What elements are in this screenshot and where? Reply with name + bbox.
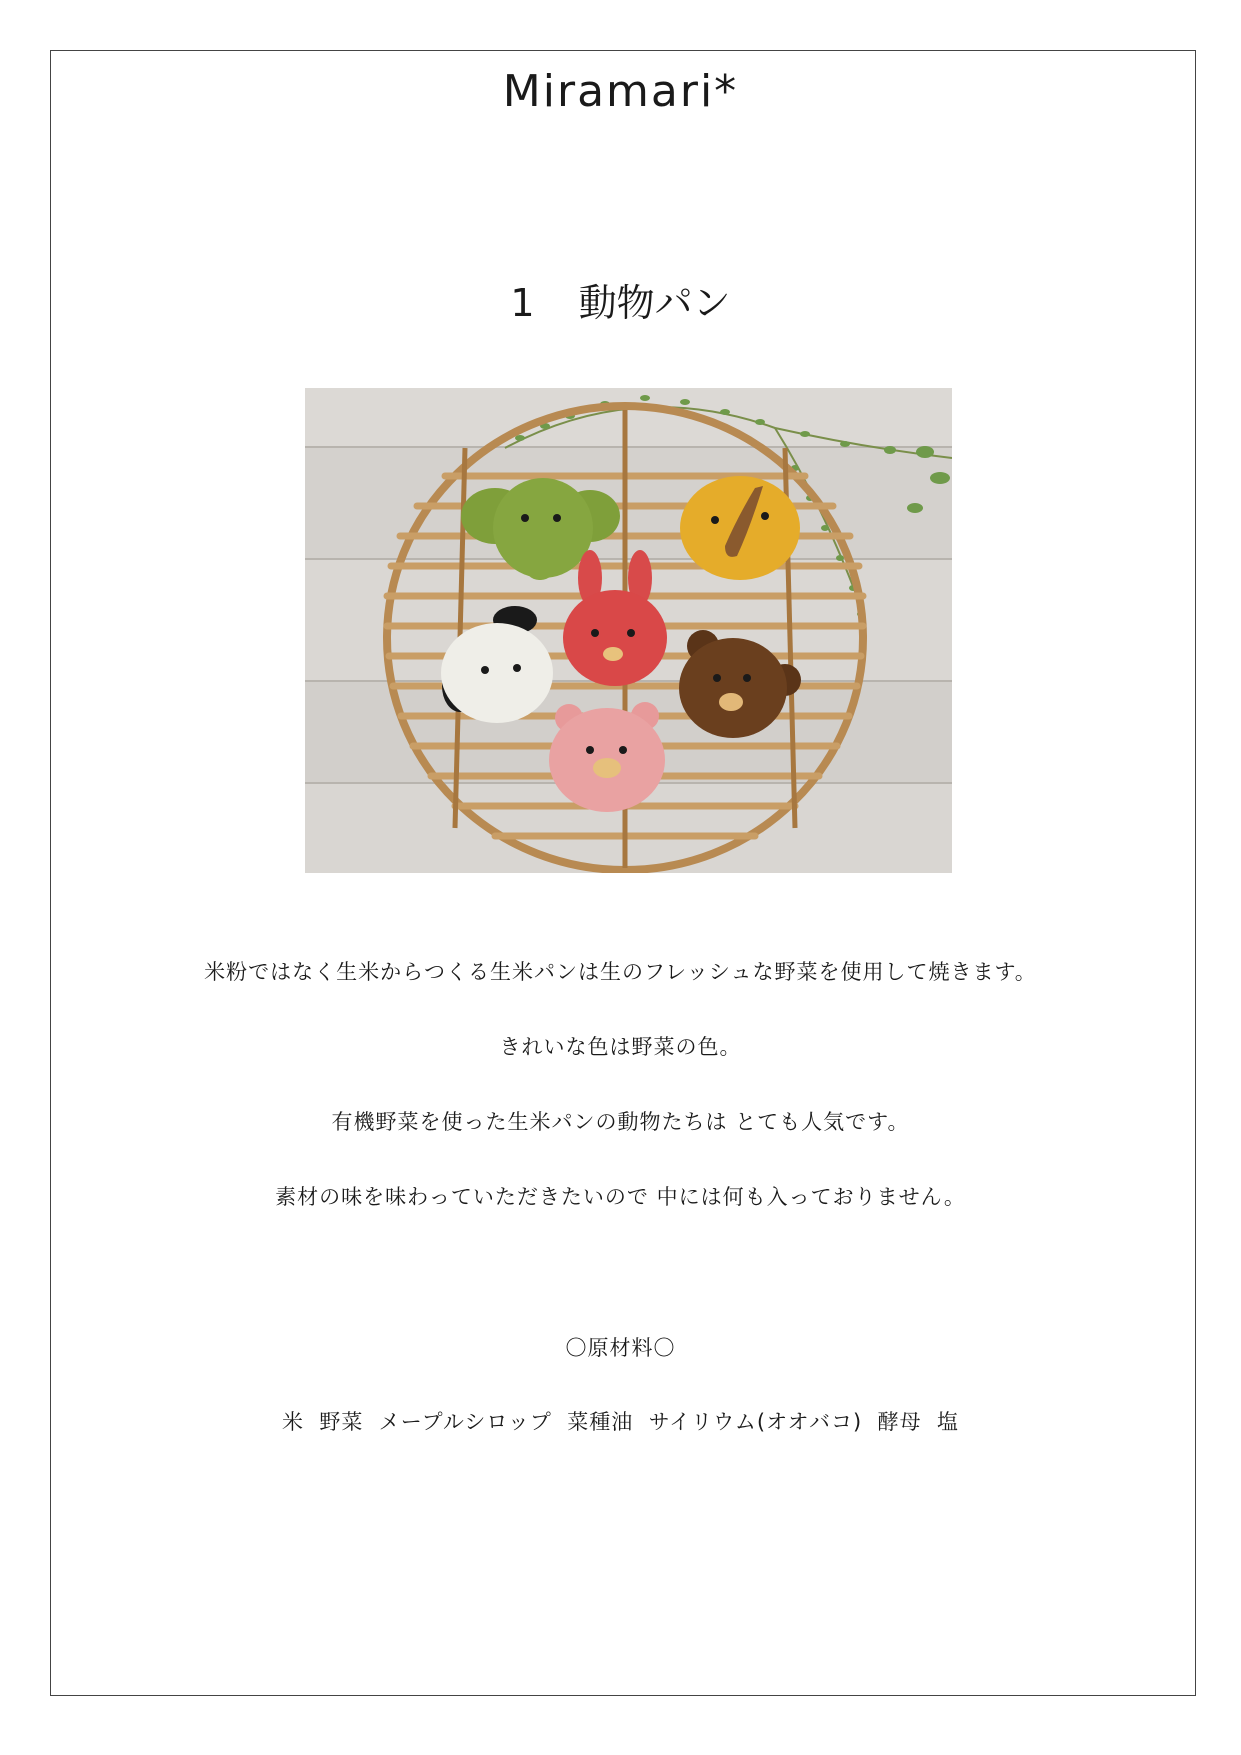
brand-logo-text: Miramari* <box>502 66 739 117</box>
ingredients-heading: 〇原材料〇 <box>565 1336 676 1360</box>
pig-bread <box>549 702 665 812</box>
section-title-text: 動物パン <box>578 281 731 325</box>
chick-bread <box>680 476 800 580</box>
ingredients-list: 米 野菜 メープルシロップ 菜種油 サイリウム(オオバコ) 酵母 塩 <box>282 1410 959 1434</box>
animal-bread-illustration <box>305 388 952 873</box>
description-line-1: 米粉ではなく生米からつくる生米パンは生のフレッシュな野菜を使用して焼きます。 <box>204 960 1037 984</box>
description-line-3: 有機野菜を使った生米パンの動物たちは とても人気です。 <box>331 1110 910 1134</box>
section-title <box>0 272 1241 327</box>
product-photo <box>305 388 952 873</box>
description-line-4: 素材の味を味わっていただきたいので 中には何も入っておりません。 <box>275 1185 966 1209</box>
section-number: 1 <box>510 281 535 325</box>
description-line-2: きれいな色は野菜の色。 <box>499 1035 742 1059</box>
